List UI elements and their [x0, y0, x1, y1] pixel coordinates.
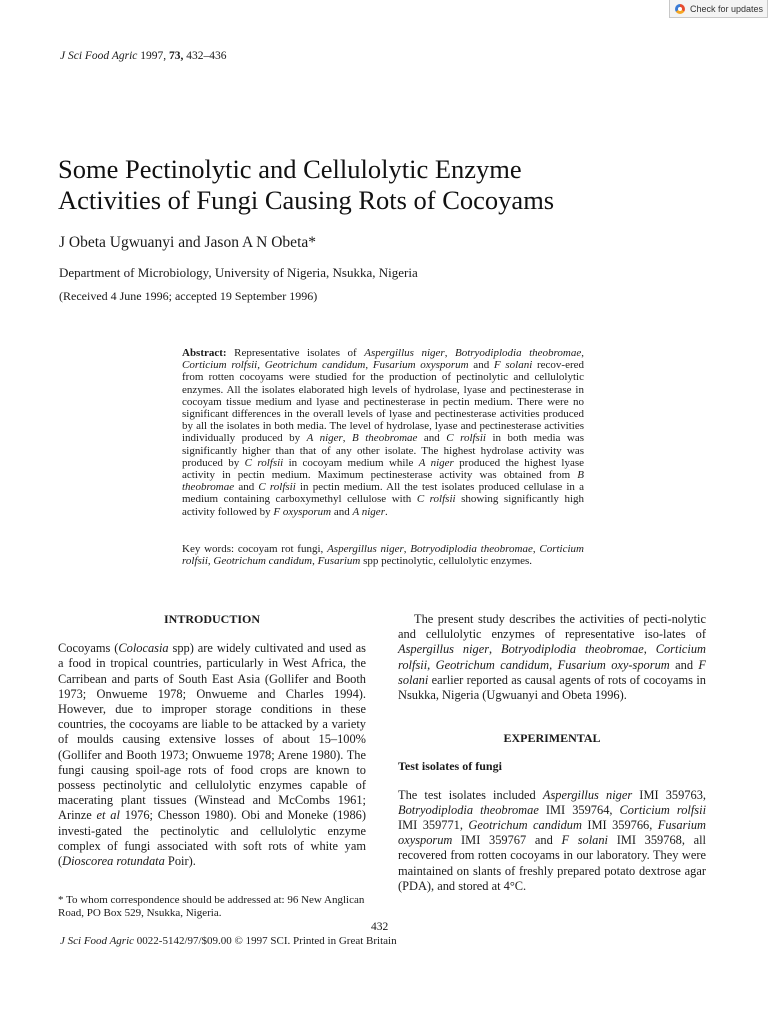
footer-copyright: 0022-5142/97/$09.00 © 1997 SCI. Printed in Great Britain [134, 935, 397, 947]
italic-term: Colocasia [118, 641, 169, 656]
italic-term: F solani [398, 657, 706, 687]
keywords [182, 543, 584, 567]
introduction-heading: INTRODUCTION [163, 612, 260, 626]
footer-journal: J Sci Food Agric [60, 935, 135, 947]
italic-term: Geotrichum candidum [435, 657, 550, 672]
text-run: produced the highest lyase activity in pectin medium. Maximum pectinesterase activity was obtained from [182, 456, 584, 482]
journal-volume: 73, [169, 50, 184, 62]
italic-term: Dioscorea rotundata [62, 854, 165, 869]
title-line-2: Activities of Fungi Causing Rots of Cocoyams [58, 185, 555, 215]
text-run: IMI 359764, [538, 802, 620, 817]
italic-term: A niger [418, 456, 454, 469]
italic-term: C rolfsii [446, 432, 486, 445]
abstract [182, 347, 584, 518]
italic-term: et al [96, 808, 120, 823]
abstract-text [182, 347, 584, 518]
text-run: , [257, 359, 265, 372]
italic-term: B theobromae [352, 432, 418, 445]
text-run: , [581, 347, 584, 359]
text-run: , [403, 543, 411, 555]
authors: J Obeta Ugwuanyi and Jason A N Obeta* [59, 234, 316, 251]
text-run: , [207, 555, 214, 568]
italic-term: Geotrichum candidum [213, 555, 313, 568]
test-isolates-subheading: Test isolates of fungi [398, 759, 502, 774]
text-run: IMI 359771, [398, 818, 469, 833]
text-run: Poir). [164, 854, 196, 869]
text-run: , [643, 642, 656, 657]
text-run: IMI 359768, all recovered from rotten cocoyams in our laboratory. They were maintained on slants of freshly prepared potato dextrose agar (PDA), and stored at 4°C. [398, 833, 706, 893]
italic-term: Fusarium oxy-sporum [557, 657, 670, 672]
text-run: IMI 359766, [581, 818, 658, 833]
journal-reference [60, 50, 227, 62]
text-run: . [384, 505, 388, 518]
italic-term: Fusarium oxysporum [372, 359, 469, 372]
italic-term: B theobromae [182, 469, 584, 494]
italic-term: Aspergillus niger [364, 347, 445, 359]
italic-term: F oxysporum [273, 505, 332, 518]
italic-term: C rolfsii [258, 481, 296, 494]
italic-term: C rolfsii [244, 456, 284, 469]
text-run: showing significantly high activity followed by [182, 493, 585, 518]
text-run: and [468, 359, 494, 372]
affiliation: Department of Microbiology, University of Nigeria, Nsukka, Nigeria [59, 265, 418, 280]
text-run: in both media was significantly higher than that of any other isolate. The highest hydrolase activity was produced by [182, 432, 584, 469]
text-run: and [669, 657, 699, 672]
italic-term: Botryodiplodia theobromae [454, 347, 582, 359]
italic-term: A niger [306, 432, 343, 445]
introduction-paragraph [58, 641, 366, 869]
received-dates: (Received 4 June 1996; accepted 19 September 1996) [59, 289, 318, 303]
crossmark-icon [675, 4, 685, 14]
italic-term: Geotrichum candidum [468, 818, 582, 833]
text-run: , [342, 432, 353, 445]
text-run: , [489, 642, 502, 657]
abstract-label: Abstract: [182, 347, 227, 359]
text-run: in pectin medium. All the test isolates produced cellulase in a medium containing carboxymethyl cellulose with [182, 481, 584, 506]
italic-term: Fusarium oxysporum [398, 818, 706, 848]
italic-term: C rolfsii [416, 493, 456, 506]
check-for-updates-label: Check for updates [690, 3, 764, 14]
journal-year: 1997, [140, 50, 167, 62]
left-column [58, 612, 366, 869]
italic-term: Corticium rolfsii [182, 543, 584, 568]
page-number: 432 [371, 921, 389, 933]
italic-term: F solani [561, 833, 609, 848]
italic-term: F solani [493, 359, 533, 372]
text-run: spp) are widely cultivated and used as a food in tropical countries, particularly in West Africa, the Carribean and parts of South East Asia (Gollifer and Booth 1973; Onwueme 1978; Onwueme and Charles 1994). However, due to improper storage conditions in these countries, the cocoyams are liable to be attacked by a variety of moulds causing extensive losses of about 15–100% (Gollifer and Booth 1973; Onwueme 1978; Arene 1980). The fungi causing spoil-age rots of food crops are known to possess pectinolytic and cellulolytic enzymes capable of macerating plant tissues (Winstead and McCombs 1961; Arinze [58, 641, 366, 823]
right-column [398, 612, 706, 894]
text-run: earlier reported as causal agents of rots of cocoyams in Nsukka, Nigeria (Ugwuanyi and Obeta 1996). [398, 672, 706, 703]
text-run: and [234, 481, 259, 494]
italic-term: Corticium rolfsii [182, 359, 258, 372]
check-for-updates-button[interactable] [669, 0, 768, 18]
article-title [58, 154, 718, 216]
text-run: Representative isolates of [226, 347, 365, 359]
text-run: 1976; Chesson 1980). Obi and Moneke (1986) investi-gated the pectinolytic and cellulolytic enzyme complex of fungi associated with soft rots of white yam ( [58, 808, 366, 869]
text-run: Cocoyams ( [58, 641, 119, 656]
text-run: spp pectinolytic, cellulolytic enzymes. [360, 555, 533, 568]
text-run: , [549, 657, 558, 672]
text-run: and [331, 505, 353, 518]
text-run: recov-ered from rotten cocoyams were studied for the production of pectinolytic and cellulolytic enzymes. All the isolates elaborated high levels of hydrolase, lyase and pectinesterase in cocoyam tissue medium and lyase and pectinesterase in pectin medium. There were no significant differences in the overall levels of lyase and pectinesterase activities produced by all the isolates in both media. The level of hydrolase, lyase and pectinesterase activities individually produced by [182, 359, 585, 445]
text-run: , [427, 657, 436, 672]
journal-pages: 432–436 [186, 50, 227, 62]
text-run: and [417, 432, 447, 445]
italic-term: Aspergillus niger [398, 642, 490, 657]
italic-term: Fusarium [317, 555, 361, 568]
italic-term: Geotrichum candidum [264, 359, 366, 372]
text-run: The test isolates included [398, 787, 543, 802]
text-run: IMI 359763, [632, 787, 706, 802]
text-run: , [532, 543, 540, 555]
italic-term: Aspergillus niger [542, 787, 633, 802]
italic-term: Aspergillus niger [327, 543, 404, 555]
text-run: , [365, 359, 373, 372]
test-isolates-paragraph [398, 788, 706, 894]
italic-term: Corticium rolfsii [398, 642, 706, 672]
text-run: IMI 359767 and [452, 833, 562, 848]
text-run: , [444, 347, 455, 359]
text-run: Key words: cocoyam rot fungi, [182, 543, 328, 555]
italic-term: Botryodiplodia theobromae [398, 802, 539, 817]
italic-term: Botryodiplodia theobromae [501, 642, 644, 657]
page-footer [60, 935, 397, 947]
text-run: in cocoyam medium while [283, 456, 419, 469]
journal-name: J Sci Food Agric [60, 50, 138, 62]
italic-term: A niger [352, 505, 385, 518]
text-run: , [312, 555, 318, 568]
text-run: The present study describes the activities of pecti-nolytic and cellulolytic enzymes of representative iso-lates of [398, 612, 706, 642]
correspondence-footnote: * To whom correspondence should be addressed at: 96 New Anglican Road, PO Box 529, Nsukka, Nigeria. [58, 894, 365, 919]
italic-term: Corticium rolfsii [619, 802, 707, 817]
italic-term: Botryodiplodia theobromae [410, 543, 533, 555]
present-study-paragraph [398, 612, 706, 703]
title-line-1: Some Pectinolytic and Cellulolytic Enzyme [58, 154, 522, 184]
experimental-heading: EXPERIMENTAL [503, 731, 601, 746]
